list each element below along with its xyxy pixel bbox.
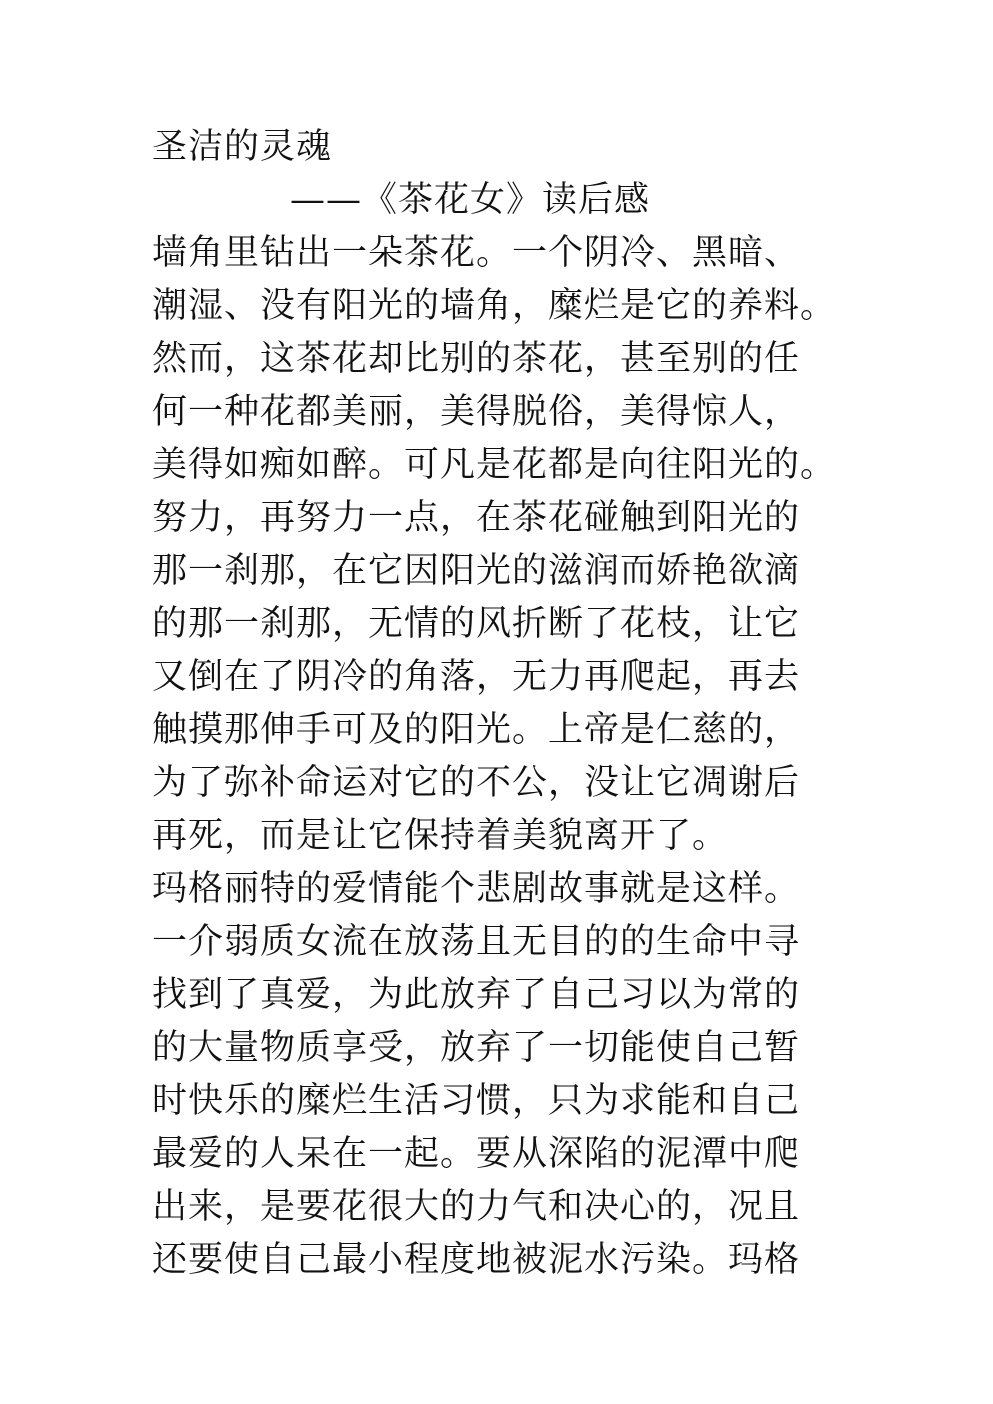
paragraph-line: 墙角里钻出一朵茶花。一个阴冷、黑暗、 [152,233,801,273]
document-title: 圣洁的灵魂 [152,127,333,167]
document-subtitle: ——《茶花女》读后感 [290,180,651,220]
paragraph-line: 然而，这茶花却比别的茶花，甚至别的任 [152,339,801,379]
paragraph-line: 努力，再努力一点，在茶花碰触到阳光的 [152,498,801,538]
paragraph-line: 又倒在了阴冷的角落，无力再爬起，再去 [152,657,801,697]
paragraph-line: 触摸那伸手可及的阳光。上帝是仁慈的， [152,710,801,750]
paragraph-line: 还要使自己最小程度地被泥水污染。玛格 [152,1240,801,1280]
paragraph-line: 玛格丽特的爱情能个悲剧故事就是这样。 [152,869,801,909]
paragraph-line: 为了弥补命运对它的不公，没让它凋谢后 [152,763,801,803]
paragraph-line: 何一种花都美丽，美得脱俗，美得惊人， [152,392,801,432]
paragraph-line: 一介弱质女流在放荡且无目的的生命中寻 [152,922,801,962]
paragraph-line: 再死，而是让它保持着美貌离开了。 [152,816,729,856]
paragraph-line: 找到了真爱，为此放弃了自己习以为常的 [152,975,801,1015]
paragraph-line: 时快乐的糜烂生活习惯，只为求能和自己 [152,1081,801,1121]
paragraph-line: 潮湿、没有阳光的墙角，糜烂是它的养料。 [152,286,837,326]
paragraph-line: 出来，是要花很大的力气和决心的，况且 [152,1187,801,1227]
paragraph-line: 的那一刹那，无情的风折断了花枝，让它 [152,604,801,644]
paragraph-line: 那一刹那，在它因阳光的滋润而娇艳欲滴 [152,551,801,591]
paragraph-line: 美得如痴如醉。可凡是花都是向往阳光的。 [152,445,837,485]
paragraph-line: 的大量物质享受，放弃了一切能使自己暂 [152,1028,801,1068]
paragraph-line: 最爱的人呆在一起。要从深陷的泥潭中爬 [152,1134,801,1174]
